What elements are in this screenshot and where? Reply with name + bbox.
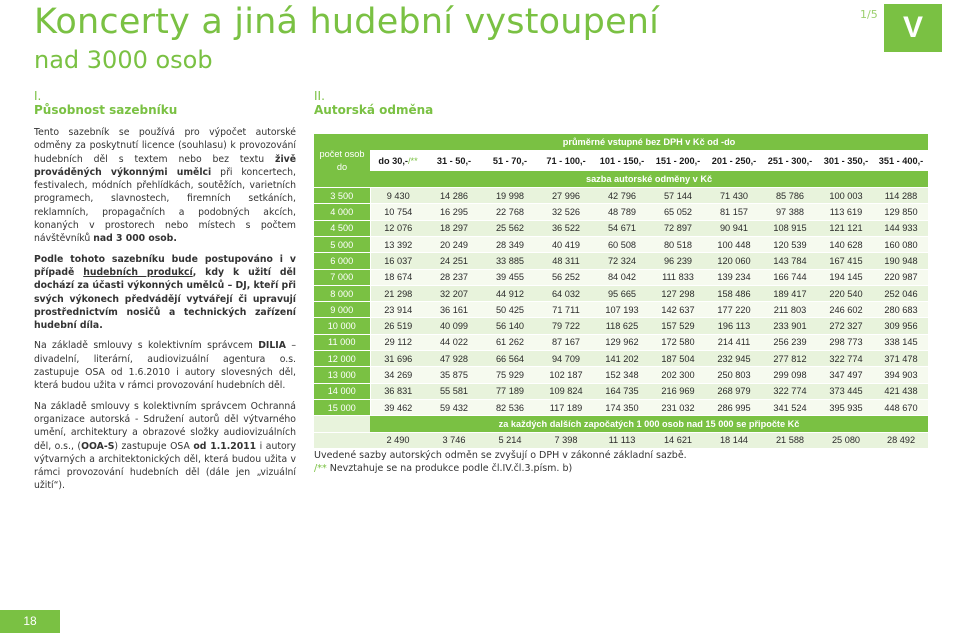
table-cell: 448 670 <box>874 399 928 415</box>
table-cell: 100 448 <box>706 236 762 252</box>
extra-cell: 14 621 <box>650 432 706 448</box>
row-label: 4 500 <box>314 220 370 236</box>
table-row <box>314 302 928 318</box>
table-cell: 79 722 <box>538 318 594 334</box>
table-cell: 39 455 <box>482 269 538 285</box>
table-cell: 44 022 <box>426 334 482 350</box>
extra-header: za každých dalších započatých 1 000 osob nad 15 000 se připočte Kč <box>370 416 928 432</box>
text-run: , kdy k užití děl dochází za účasti výkonných umělců – DJ, kteří při svých výkonech předvádějí vytvářejí či upravují prostřednictvím nosičů a technických zařízení hudební díla. <box>34 266 296 332</box>
table-cell: 160 080 <box>874 236 928 252</box>
section-title: Autorská odměna <box>314 103 434 117</box>
text-run: ) zastupuje OSA <box>114 440 194 452</box>
column-header <box>818 150 874 171</box>
group-header-avg-price: průměrné vstupné bez DPH v Kč od -do <box>370 134 928 150</box>
group-header-rate: sazba autorské odměny v Kč <box>370 171 928 187</box>
extra-label <box>314 432 370 448</box>
row-label: 3 500 <box>314 188 370 204</box>
table-row <box>314 367 928 383</box>
extra-cell: 18 144 <box>706 432 762 448</box>
table-cell: 34 269 <box>370 367 426 383</box>
table-cell: 84 042 <box>594 269 650 285</box>
table-row <box>314 351 928 367</box>
note-vat: Uvedené sazby autorských odměn se zvyšují o DPH v zákonné základní sazbě. <box>314 450 687 461</box>
table-cell: 189 417 <box>762 285 818 301</box>
table-cell: 220 987 <box>874 269 928 285</box>
paragraph-scope <box>34 126 296 246</box>
row-label: 15 000 <box>314 399 370 415</box>
table-row <box>314 188 928 204</box>
text-run: DILIA <box>258 340 286 352</box>
table-cell: 309 956 <box>874 318 928 334</box>
table-cell: 322 774 <box>762 383 818 399</box>
table-cell: 23 914 <box>370 302 426 318</box>
table-cell: 141 202 <box>594 351 650 367</box>
table-cell: 211 803 <box>762 302 818 318</box>
note-text: Nevztahuje se na produkce podle čl.IV.čl.3.písm. b) <box>326 463 573 474</box>
row-label: 6 000 <box>314 253 370 269</box>
table-cell: 117 189 <box>538 399 594 415</box>
table-row <box>314 253 928 269</box>
table-cell: 35 875 <box>426 367 482 383</box>
table-row <box>314 236 928 252</box>
table-cell: 120 539 <box>762 236 818 252</box>
table-cell: 40 099 <box>426 318 482 334</box>
table-cell: 190 948 <box>874 253 928 269</box>
text-run: při koncertech, festivalech, módních přehlídkách, soutěžích, varietních programech, slavnostech, firemních setkáních, reklamních, propagačních a podobných akcích, konaných v prostorech nebo místech s počtem návštěvníků <box>34 166 297 245</box>
fee-table <box>314 134 928 449</box>
table-cell: 77 189 <box>482 383 538 399</box>
table-cell: 118 625 <box>594 318 650 334</box>
table-cell: 152 348 <box>594 367 650 383</box>
table-cell: 36 161 <box>426 302 482 318</box>
table-cell: 42 796 <box>594 188 650 204</box>
table-cell: 272 327 <box>818 318 874 334</box>
note-mark: /** <box>314 463 327 474</box>
table-cell: 111 833 <box>650 269 706 285</box>
table-cell: 231 032 <box>650 399 706 415</box>
table-cell: 32 526 <box>538 204 594 220</box>
table-cell: 322 774 <box>818 351 874 367</box>
table-cell: 252 046 <box>874 285 928 301</box>
table-cell: 48 789 <box>594 204 650 220</box>
table-cell: 299 098 <box>762 367 818 383</box>
table-cell: 286 995 <box>706 399 762 415</box>
text-run: hudebních produkcí <box>83 266 193 278</box>
row-label: 7 000 <box>314 269 370 285</box>
left-column-text <box>34 126 296 500</box>
table-cell: 81 157 <box>706 204 762 220</box>
table-cell: 246 602 <box>818 302 874 318</box>
table-cell: 36 831 <box>370 383 426 399</box>
table-cell: 164 735 <box>594 383 650 399</box>
column-header <box>762 150 818 171</box>
table-cell: 64 032 <box>538 285 594 301</box>
table-cell: 61 262 <box>482 334 538 350</box>
table-cell: 114 288 <box>874 188 928 204</box>
table-cell: 32 207 <box>426 285 482 301</box>
table-cell: 233 901 <box>762 318 818 334</box>
table-row <box>314 269 928 285</box>
table-cell: 127 298 <box>650 285 706 301</box>
table-cell: 56 252 <box>538 269 594 285</box>
table-cell: 65 052 <box>650 204 706 220</box>
row-label: 12 000 <box>314 351 370 367</box>
table-cell: 395 935 <box>818 399 874 415</box>
table-cell: 102 187 <box>538 367 594 383</box>
column-header <box>594 150 650 171</box>
table-cell: 298 773 <box>818 334 874 350</box>
table-cell: 144 933 <box>874 220 928 236</box>
row-label: 8 000 <box>314 285 370 301</box>
paragraph-ooas <box>34 400 296 493</box>
table-cell: 39 462 <box>370 399 426 415</box>
text-run: živě prováděných výkonnými umělci <box>34 153 296 178</box>
text-run: OOA-S <box>81 440 115 452</box>
table-cell: 85 786 <box>762 188 818 204</box>
table-cell: 72 324 <box>594 253 650 269</box>
section-badge: V <box>884 4 942 52</box>
table-cell: 202 300 <box>650 367 706 383</box>
extra-cell: 28 492 <box>874 432 928 448</box>
table-cell: 157 529 <box>650 318 706 334</box>
row-label: 4 000 <box>314 204 370 220</box>
extra-cell: 2 490 <box>370 432 426 448</box>
table-cell: 16 295 <box>426 204 482 220</box>
column-header-label: 301 - 350,- <box>823 155 869 166</box>
table-row <box>314 285 928 301</box>
column-header <box>426 150 482 171</box>
paragraph-dilia <box>34 339 296 392</box>
table-cell: 394 903 <box>874 367 928 383</box>
table-cell: 50 425 <box>482 302 538 318</box>
table-cell: 31 696 <box>370 351 426 367</box>
text-run: nad 3 000 osob. <box>93 233 177 245</box>
text-run: Na základě smlouvy s kolektivním správcem <box>34 340 259 352</box>
table-cell: 100 003 <box>818 188 874 204</box>
column-header-label: 51 - 70,- <box>492 155 528 166</box>
table-row-extra <box>314 432 928 448</box>
row-label: 10 000 <box>314 318 370 334</box>
table-cell: 143 784 <box>762 253 818 269</box>
text-run: Podle tohoto sazebníku bude postupováno i v případě <box>34 253 296 278</box>
column-header-label: do 30,- <box>378 155 408 166</box>
table-cell: 87 167 <box>538 334 594 350</box>
column-header <box>706 150 762 171</box>
table-cell: 54 671 <box>594 220 650 236</box>
table-cell: 341 524 <box>762 399 818 415</box>
table-cell: 75 929 <box>482 367 538 383</box>
page-fraction: 1/5 <box>860 8 878 21</box>
table-cell: 18 674 <box>370 269 426 285</box>
table-cell: 108 915 <box>762 220 818 236</box>
table-cell: 28 349 <box>482 236 538 252</box>
table-cell: 47 928 <box>426 351 482 367</box>
table-cell: 373 445 <box>818 383 874 399</box>
row-label: 14 000 <box>314 383 370 399</box>
table-cell: 94 709 <box>538 351 594 367</box>
table-cell: 12 076 <box>370 220 426 236</box>
column-header-label: 201 - 250,- <box>711 155 757 166</box>
column-header-label: 71 - 100,- <box>546 155 586 166</box>
column-header <box>482 150 538 171</box>
table-cell: 129 962 <box>594 334 650 350</box>
table-cell: 107 193 <box>594 302 650 318</box>
table-cell: 250 803 <box>706 367 762 383</box>
column-header <box>370 150 426 171</box>
table-cell: 44 912 <box>482 285 538 301</box>
left-section-heading <box>34 90 296 117</box>
table-cell: 120 060 <box>706 253 762 269</box>
table-cell: 57 144 <box>650 188 706 204</box>
row-header-label: počet osob do <box>314 134 370 188</box>
extra-cell: 11 113 <box>594 432 650 448</box>
table-cell: 71 430 <box>706 188 762 204</box>
table-cell: 95 665 <box>594 285 650 301</box>
table-cell: 142 637 <box>650 302 706 318</box>
table-cell: 90 941 <box>706 220 762 236</box>
text-run: i autory výtvarných a architektonických děl, která budou užita v rámci provozování hudebních děl (dále jen „vizuální užití“). <box>34 440 296 492</box>
extra-cell: 5 214 <box>482 432 538 448</box>
extra-cell: 3 746 <box>426 432 482 448</box>
table-cell: 214 411 <box>706 334 762 350</box>
table-cell: 139 234 <box>706 269 762 285</box>
table-cell: 21 298 <box>370 285 426 301</box>
section-number: I. <box>34 89 42 103</box>
table-cell: 172 580 <box>650 334 706 350</box>
table-cell: 27 996 <box>538 188 594 204</box>
table-cell: 158 486 <box>706 285 762 301</box>
row-label: 5 000 <box>314 236 370 252</box>
footnote-mark: /** <box>407 155 418 166</box>
text-run: Na základě smlouvy s kolektivním správcem Ochranná organizace autorská - Sdružení autorů děl výtvarného umění, architektury a obrazové složky audiovizuálních děl, o.s., ( <box>34 400 296 452</box>
table-cell: 96 239 <box>650 253 706 269</box>
column-header-label: 351 - 400,- <box>878 155 924 166</box>
column-header <box>538 150 594 171</box>
table-cell: 109 824 <box>538 383 594 399</box>
column-header-label: 251 - 300,- <box>767 155 813 166</box>
table-cell: 194 145 <box>818 269 874 285</box>
row-label: 11 000 <box>314 334 370 350</box>
table-cell: 60 508 <box>594 236 650 252</box>
table-cell: 40 419 <box>538 236 594 252</box>
column-header-label: 101 - 150,- <box>599 155 645 166</box>
table-cell: 72 897 <box>650 220 706 236</box>
row-label: 13 000 <box>314 367 370 383</box>
table-row <box>314 383 928 399</box>
table-cell: 277 812 <box>762 351 818 367</box>
table-row <box>314 204 928 220</box>
table-cell: 26 519 <box>370 318 426 334</box>
column-header-label: 31 - 50,- <box>436 155 472 166</box>
table-cell: 232 945 <box>706 351 762 367</box>
table-cell: 22 768 <box>482 204 538 220</box>
table-cell: 36 522 <box>538 220 594 236</box>
table-cell: 216 969 <box>650 383 706 399</box>
table-row <box>314 334 928 350</box>
section-number: II. <box>314 89 325 103</box>
table-cell: 421 438 <box>874 383 928 399</box>
table-cell: 16 037 <box>370 253 426 269</box>
table-cell: 82 536 <box>482 399 538 415</box>
table-cell: 167 415 <box>818 253 874 269</box>
table-cell: 25 562 <box>482 220 538 236</box>
table-cell: 24 251 <box>426 253 482 269</box>
table-cell: 140 628 <box>818 236 874 252</box>
table-cell: 80 518 <box>650 236 706 252</box>
page-title: Koncerty a jiná hudební vystoupení <box>34 2 660 42</box>
table-cell: 10 754 <box>370 204 426 220</box>
table-cell: 256 239 <box>762 334 818 350</box>
table-cell: 19 998 <box>482 188 538 204</box>
table-cell: 55 581 <box>426 383 482 399</box>
table-cell: 113 619 <box>818 204 874 220</box>
table-cell: 71 711 <box>538 302 594 318</box>
section-title: Působnost sazebníku <box>34 103 178 117</box>
table-row <box>314 220 928 236</box>
table-cell: 129 850 <box>874 204 928 220</box>
column-header-label: 151 - 200,- <box>655 155 701 166</box>
table-notes <box>314 449 687 475</box>
table-cell: 18 297 <box>426 220 482 236</box>
table-cell: 33 885 <box>482 253 538 269</box>
extra-cell: 7 398 <box>538 432 594 448</box>
right-section-heading <box>314 90 433 117</box>
table-cell: 66 564 <box>482 351 538 367</box>
text-run: od 1.1.2011 <box>193 440 257 452</box>
page-subtitle: nad 3000 osob <box>34 46 213 74</box>
column-header <box>650 150 706 171</box>
table-cell: 187 504 <box>650 351 706 367</box>
extra-cell: 25 080 <box>818 432 874 448</box>
table-cell: 371 478 <box>874 351 928 367</box>
paragraph-dj <box>34 253 296 333</box>
table-cell: 174 350 <box>594 399 650 415</box>
table-cell: 268 979 <box>706 383 762 399</box>
extra-blank <box>314 416 370 432</box>
table-cell: 121 121 <box>818 220 874 236</box>
table-cell: 97 388 <box>762 204 818 220</box>
table-cell: 13 392 <box>370 236 426 252</box>
table-cell: 9 430 <box>370 188 426 204</box>
table-cell: 14 286 <box>426 188 482 204</box>
table-cell: 20 249 <box>426 236 482 252</box>
table-row <box>314 399 928 415</box>
table-cell: 347 497 <box>818 367 874 383</box>
table-cell: 338 145 <box>874 334 928 350</box>
table-cell: 280 683 <box>874 302 928 318</box>
extra-cell: 21 588 <box>762 432 818 448</box>
table-cell: 166 744 <box>762 269 818 285</box>
table-cell: 220 540 <box>818 285 874 301</box>
row-label: 9 000 <box>314 302 370 318</box>
table-cell: 56 140 <box>482 318 538 334</box>
page-number: 18 <box>0 610 60 633</box>
table-cell: 28 237 <box>426 269 482 285</box>
note-exception <box>314 462 687 475</box>
text-run: – divadelní, literární, audiovizuální agentura o.s. zastupuje OSA od 1.6.2010 i autory slovesných děl, která budou užita v rámci provozování hudebních děl. <box>34 340 297 392</box>
table-cell: 29 112 <box>370 334 426 350</box>
table-cell: 177 220 <box>706 302 762 318</box>
table-row <box>314 318 928 334</box>
column-header <box>874 150 928 171</box>
text-run: Tento sazebník se používá pro výpočet autorské odměny za poskytnutí licence (souhlasu) k provozování hudebních děl s textem nebo bez textu <box>34 127 296 165</box>
table-cell: 48 311 <box>538 253 594 269</box>
table-cell: 59 432 <box>426 399 482 415</box>
table-cell: 196 113 <box>706 318 762 334</box>
